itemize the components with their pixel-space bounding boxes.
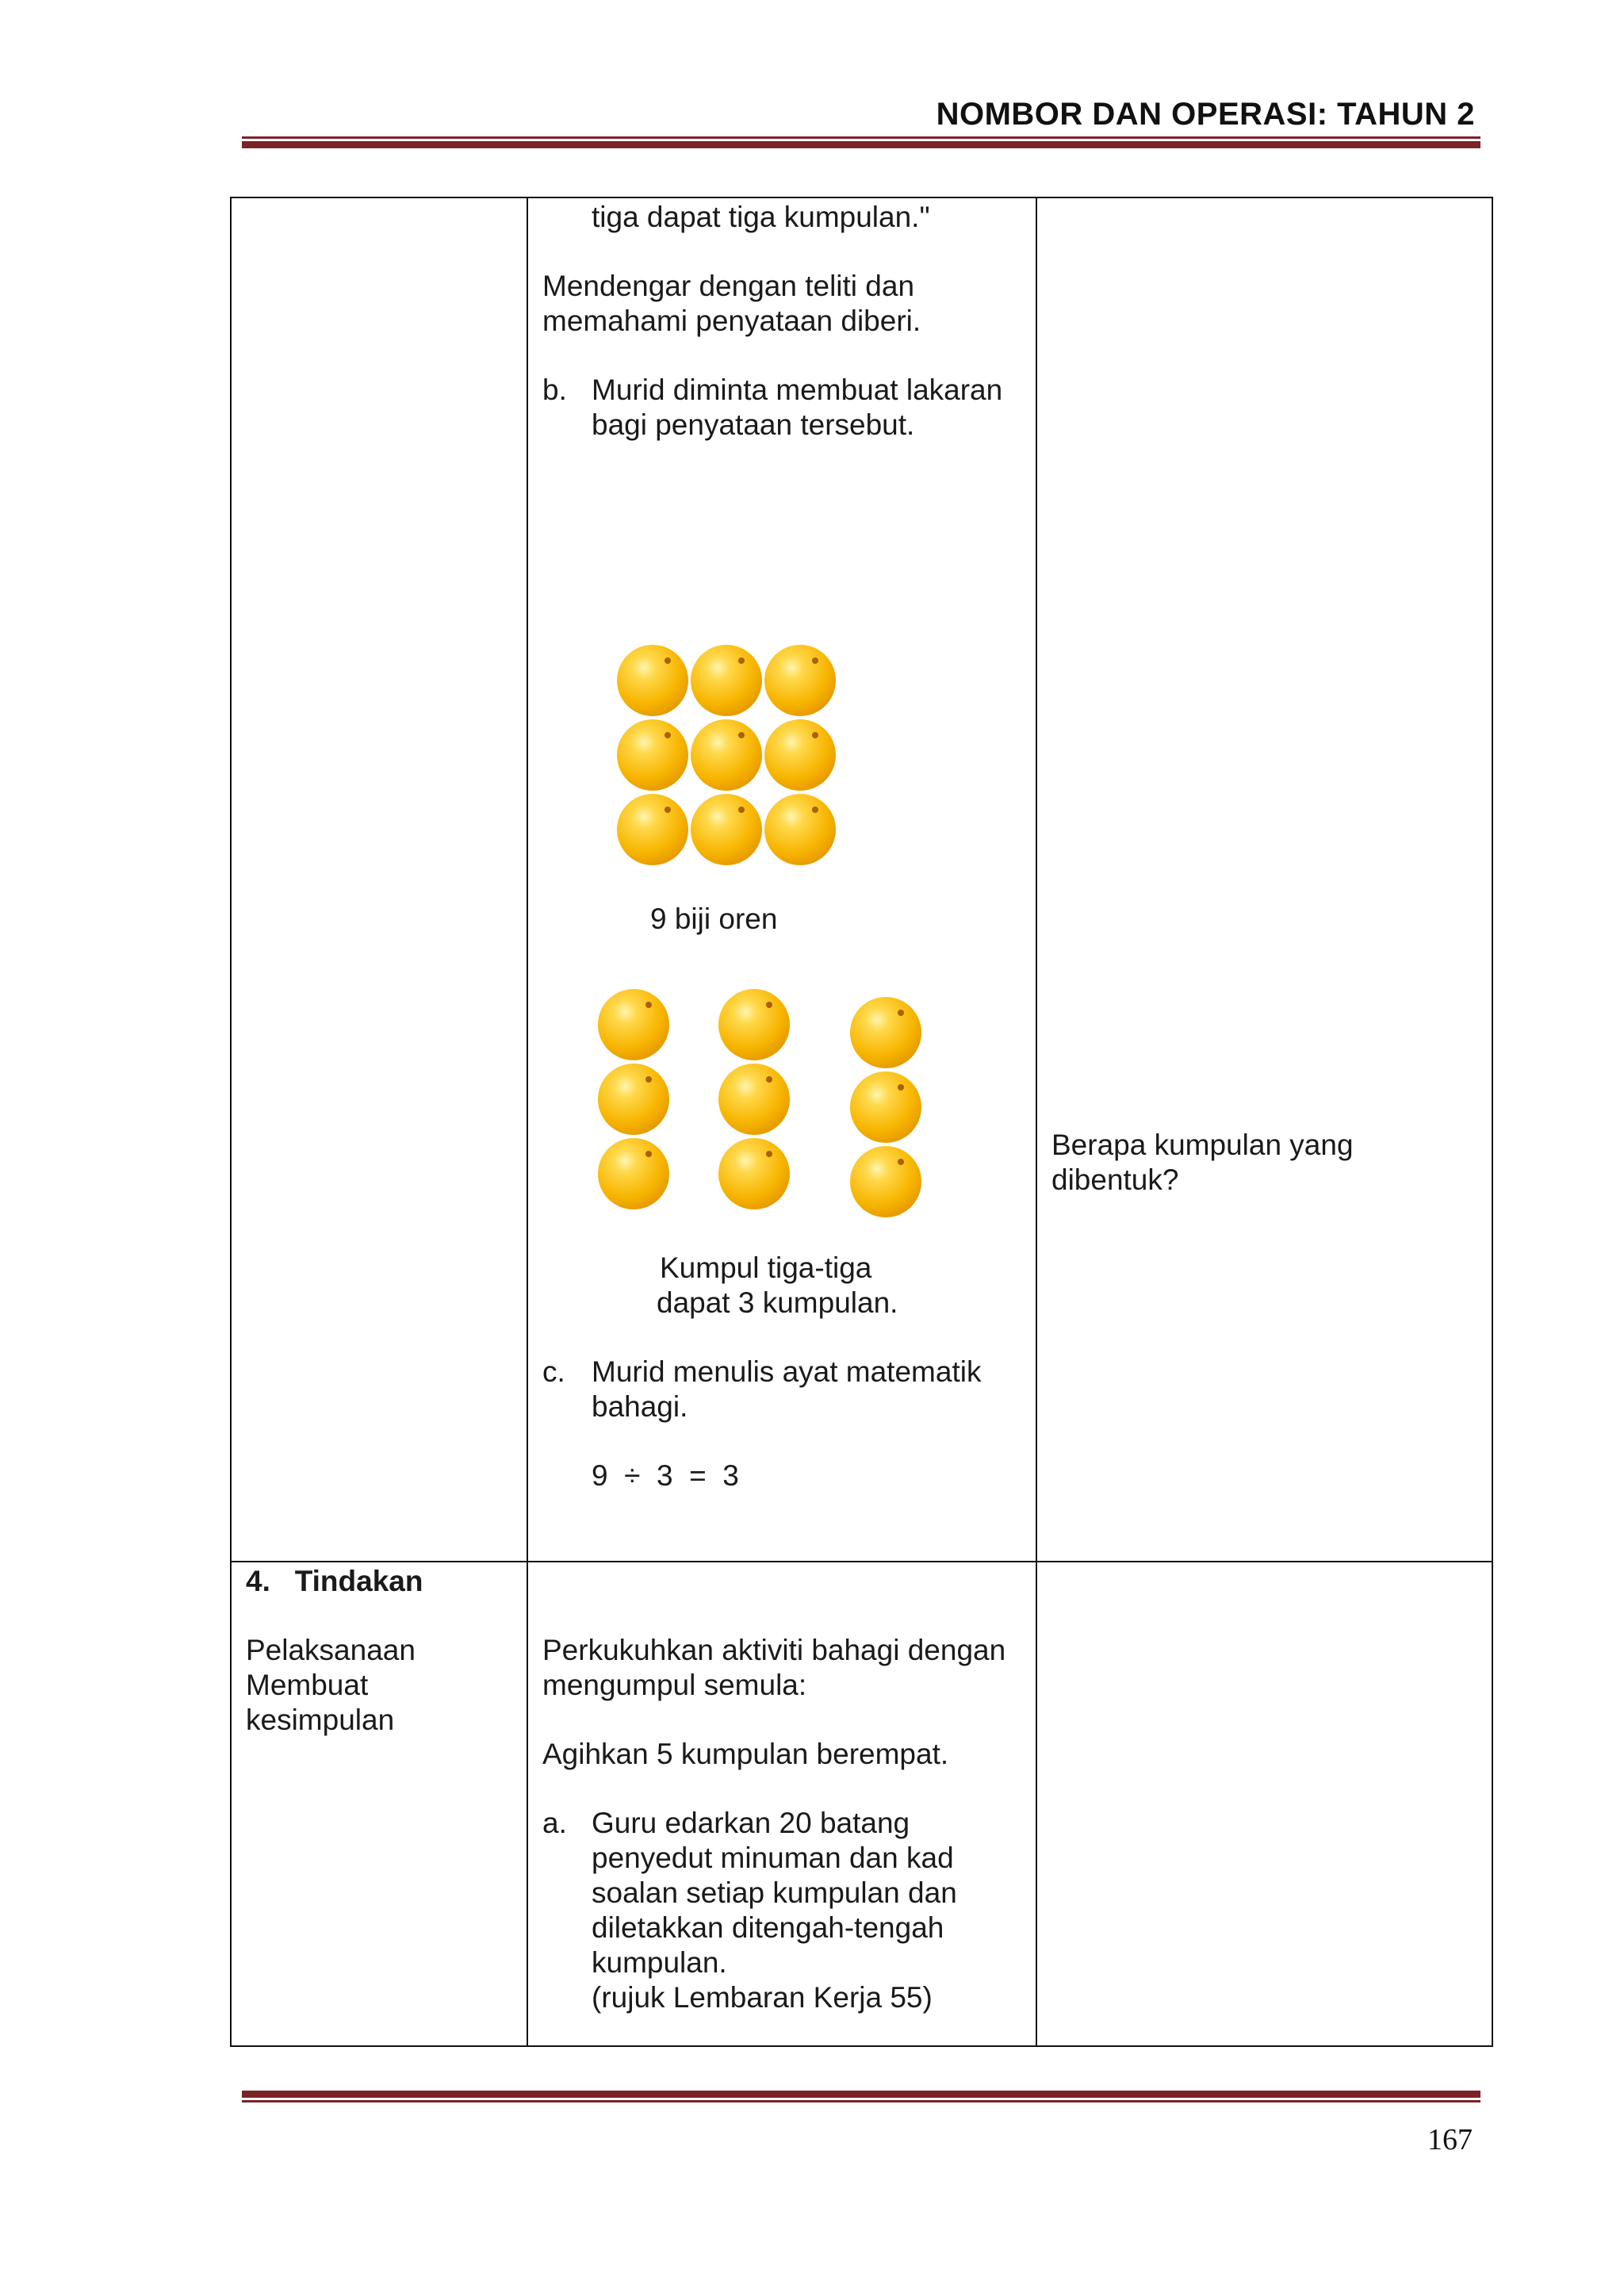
step-b-marker: b. — [542, 374, 567, 406]
lesson-plan-table — [230, 197, 1493, 2047]
step-c — [542, 1355, 1021, 1424]
figure1-caption: 9 biji oren — [650, 903, 778, 935]
header-rule — [242, 136, 1480, 148]
grouped-oranges-figure — [542, 989, 1021, 1217]
orange-icon — [850, 997, 921, 1068]
step-c-marker: c. — [542, 1355, 565, 1388]
orange-icon — [617, 645, 688, 716]
orange-icon — [718, 1138, 790, 1209]
stage-number: 4. — [246, 1565, 270, 1597]
orange-icon — [598, 1138, 669, 1209]
orange-icon — [764, 719, 836, 791]
orange-icon — [718, 1064, 790, 1135]
orange-icon — [850, 1146, 921, 1217]
orange-icon — [691, 719, 762, 791]
orange-icon — [764, 794, 836, 865]
activity-cell — [527, 197, 1036, 1562]
table-row — [231, 197, 1492, 1562]
stage-heading — [246, 1564, 512, 1599]
orange-icon — [850, 1071, 921, 1143]
step-c-text: Murid menulis ayat matematik bahagi. — [592, 1355, 982, 1423]
stage-line: kesimpulan — [246, 1704, 395, 1736]
footer-rule — [242, 2091, 1480, 2102]
activity-cell — [527, 1562, 1036, 2046]
orange-icon — [617, 719, 688, 791]
orange-group — [850, 997, 921, 1217]
division-equation: 9 ÷ 3 = 3 — [592, 1459, 739, 1492]
stage-line: Pelaksanaan — [246, 1634, 416, 1666]
notes-cell — [1036, 1562, 1492, 2046]
step-a-text: Guru edarkan 20 batang penyedut minuman dan kad soalan setiap kumpulan dan diletakkan ditengah-tengah kumpulan. — [592, 1807, 957, 1979]
grouping-text: Agihkan 5 kumpulan berempat. — [542, 1738, 949, 1770]
orange-icon — [617, 794, 688, 865]
stage-line: Membuat — [246, 1669, 369, 1701]
step-a-marker: a. — [542, 1807, 567, 1839]
stage-cell — [231, 197, 527, 1562]
page-header-title: NOMBOR DAN OPERASI: TAHUN 2 — [936, 97, 1475, 132]
notes-cell — [1036, 197, 1492, 1562]
figure2-caption-line1: Kumpul tiga-tiga — [660, 1251, 872, 1284]
figure2-caption-line2: dapat 3 kumpulan. — [657, 1286, 898, 1319]
stage-cell — [231, 1562, 527, 2046]
continuation-text: tiga dapat tiga kumpulan." — [592, 201, 930, 233]
listen-instruction: Mendengar dengan teliti dan memahami penyataan diberi. — [542, 270, 921, 337]
orange-icon — [598, 1064, 669, 1135]
step-b-text: Murid diminta membuat lakaran bagi penyataan tersebut. — [592, 374, 1003, 441]
table-row — [231, 1562, 1492, 2046]
orange-icon — [764, 645, 836, 716]
page-number: 167 — [1427, 2123, 1473, 2156]
orange-icon — [598, 989, 669, 1060]
question-text: Berapa kumpulan yang dibentuk? — [1051, 1129, 1354, 1196]
nine-oranges-figure — [542, 645, 1021, 865]
step-b — [542, 373, 1021, 443]
orange-group — [718, 989, 790, 1217]
orange-group — [598, 989, 669, 1217]
orange-icon — [718, 989, 790, 1060]
activity-intro: Perkukuhkan aktiviti bahagi dengan mengumpul semula: — [542, 1634, 1006, 1701]
orange-icon — [691, 645, 762, 716]
orange-icon — [691, 794, 762, 865]
step-a — [542, 1806, 1021, 2015]
stage-title: Tindakan — [294, 1565, 423, 1597]
worksheet-reference: (rujuk Lembaran Kerja 55) — [592, 1981, 933, 2014]
